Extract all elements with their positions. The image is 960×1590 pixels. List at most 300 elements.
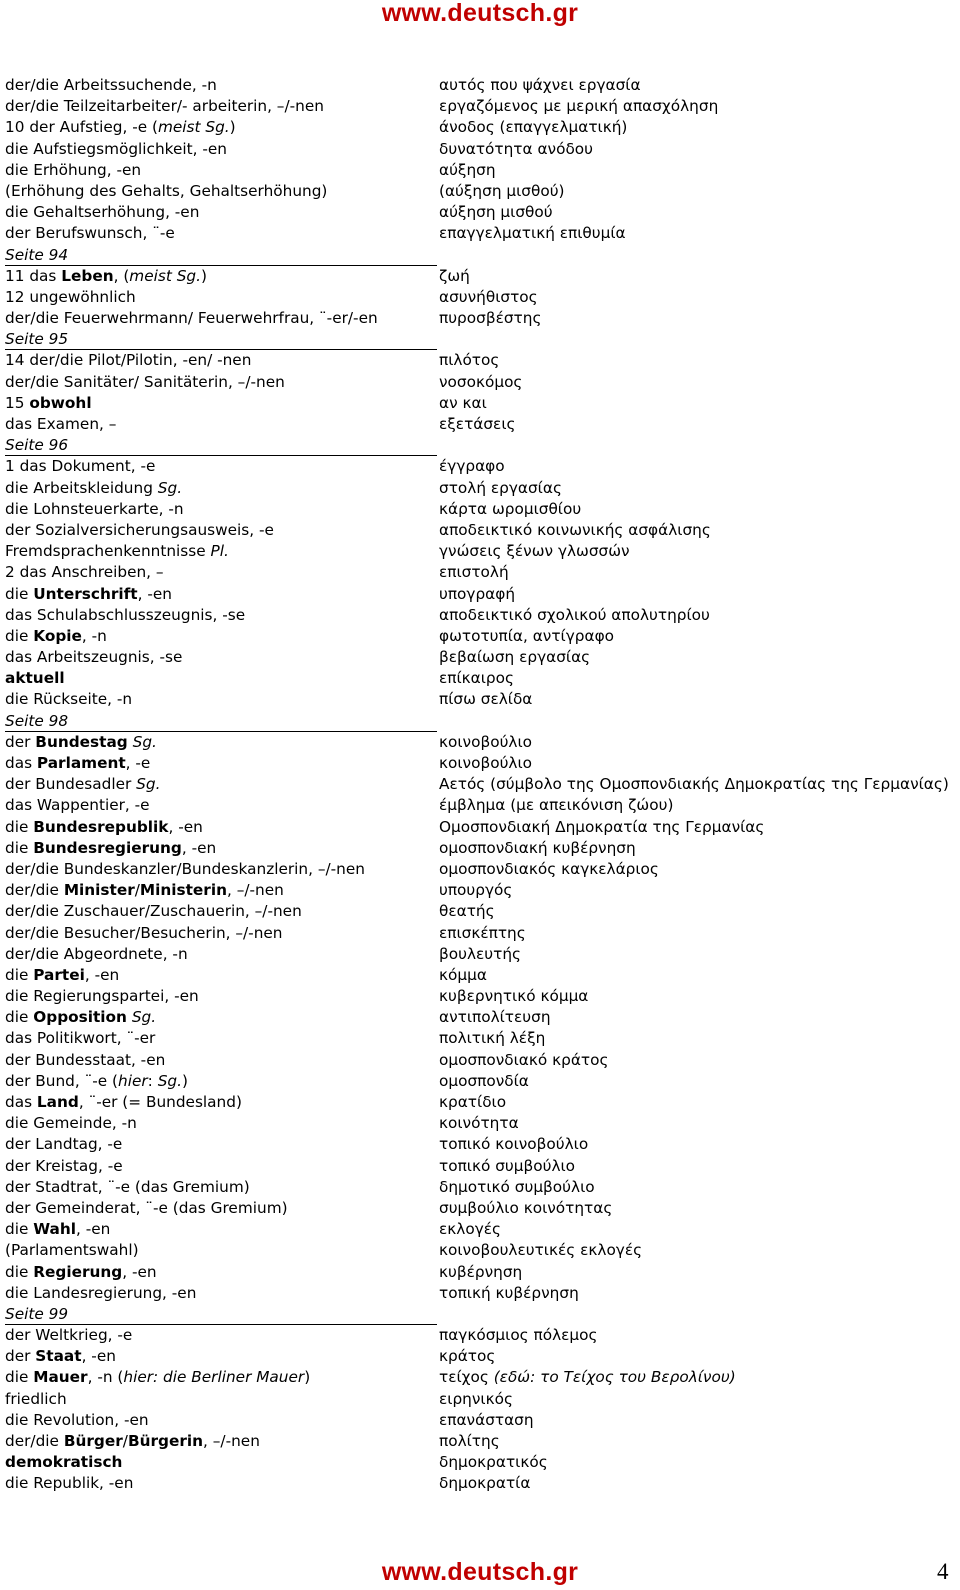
text-segment: die Republik, -en: [5, 1474, 134, 1493]
vocab-row: [5, 117, 955, 138]
vocab-row: [5, 1283, 955, 1304]
greek-translation: [439, 1156, 575, 1177]
vocab-row: [5, 139, 955, 160]
german-term: [5, 1134, 122, 1155]
vocab-row: [5, 626, 955, 647]
text-segment: τοπική κυβέρνηση: [439, 1283, 579, 1302]
text-segment: 11 das: [5, 266, 62, 285]
text-segment: (Erhöhung des Gehalts, Gehaltserhöhung): [5, 181, 328, 200]
german-term: [5, 965, 119, 986]
text-segment: Ομοσπονδιακή Δημοκρατία της Γερμανίας: [439, 817, 765, 836]
text-segment: das: [5, 1093, 37, 1111]
german-term: [5, 626, 107, 647]
text-segment: ομοσπονδιακή κυβέρνηση: [439, 838, 636, 857]
text-segment: υπογραφή: [439, 584, 516, 603]
german-term: [5, 923, 283, 944]
text-segment: , -en: [76, 1220, 111, 1239]
greek-translation: [439, 1389, 513, 1410]
section-heading: [5, 711, 68, 732]
greek-translation: [439, 795, 673, 816]
text-segment: Seite 94: [5, 245, 69, 264]
text-segment: der/die: [5, 1432, 64, 1450]
text-segment: ομοσπονδιακό κράτος: [439, 1050, 609, 1069]
greek-translation: [439, 1028, 545, 1049]
german-term: [5, 372, 285, 393]
text-segment: Sg.: [136, 775, 161, 794]
text-segment: die Lohnsteuerkarte, -n: [5, 499, 184, 518]
text-segment: κόμμα: [439, 965, 487, 984]
german-term: [5, 96, 324, 117]
text-segment: , –/-nen: [226, 881, 284, 900]
greek-translation: [439, 817, 764, 838]
text-segment: der Bund, ¨-e (: [5, 1071, 119, 1090]
greek-translation: [439, 117, 627, 138]
text-segment: der Berufswunsch, ¨-e: [5, 224, 175, 243]
greek-translation: [439, 75, 641, 96]
text-segment: φωτοτυπία, αντίγραφο: [439, 626, 615, 645]
vocab-row: [5, 1177, 955, 1198]
text-segment: εξετάσεις: [439, 415, 516, 433]
text-segment: δημοκρατία: [439, 1474, 531, 1493]
section-heading: [5, 329, 68, 350]
greek-translation: [439, 372, 522, 393]
german-term: [5, 562, 164, 583]
text-segment: der Bundesstaat, -en: [5, 1050, 166, 1069]
greek-translation: [439, 520, 711, 541]
text-segment: die: [5, 1262, 34, 1281]
text-segment: die Gehaltserhöhung, -en: [5, 203, 200, 222]
german-term: [5, 1071, 188, 1092]
german-term: [5, 732, 157, 753]
greek-translation: [439, 859, 659, 880]
greek-translation: [439, 1452, 548, 1473]
text-segment: hier: die Berliner Mauer: [123, 1368, 305, 1387]
section-heading: [5, 1304, 68, 1325]
german-term: [5, 266, 207, 287]
vocab-row: [5, 181, 955, 202]
vocab-row: [5, 944, 955, 965]
greek-translation: [439, 923, 526, 944]
section-heading-row: [5, 245, 955, 266]
german-term: [5, 478, 182, 499]
text-segment: 12 ungewöhnlich: [5, 287, 136, 306]
text-segment: κοινοβούλιο: [439, 754, 533, 772]
greek-translation: [439, 1473, 530, 1494]
greek-translation: [439, 1325, 597, 1346]
text-segment: πίσω σελίδα: [439, 690, 533, 709]
text-segment: ειρηνικός: [439, 1389, 513, 1408]
greek-translation: [439, 986, 588, 1007]
text-segment: das Schulabschlusszeugnis, -se: [5, 605, 246, 624]
text-segment: Leben: [61, 266, 114, 285]
text-segment: Sg.: [132, 732, 157, 751]
german-term: [5, 1431, 260, 1452]
text-segment: 14 der/die Pilot/Pilotin, -en/ -nen: [5, 351, 252, 370]
text-segment: δημοκρατικός: [439, 1453, 548, 1472]
footer-site-link[interactable]: www.deutsch.gr: [381, 1558, 579, 1586]
german-term: [5, 1262, 157, 1283]
text-segment: ): [182, 1071, 188, 1090]
text-segment: Bundestag: [35, 732, 128, 751]
german-term: [5, 1198, 288, 1219]
german-term: [5, 117, 236, 138]
text-segment: der Landtag, -e: [5, 1135, 123, 1154]
text-segment: der Weltkrieg, -e: [5, 1326, 133, 1345]
vocabulary-list: [5, 75, 955, 1495]
text-segment: meist Sg.: [129, 266, 201, 285]
greek-translation: [439, 266, 470, 287]
text-segment: der/die Teilzeitarbeiter/- arbeiterin, –/-nen: [5, 97, 324, 116]
section-heading-row: [5, 711, 955, 732]
text-segment: Pl.: [210, 542, 229, 561]
vocab-row: [5, 1431, 955, 1452]
text-segment: άνοδος (επαγγελματική): [439, 118, 628, 137]
text-segment: der/die Bundeskanzler/Bundeskanzlerin, –/-nen: [5, 859, 365, 878]
text-segment: στολή εργασίας: [439, 478, 562, 497]
text-segment: demokratisch: [5, 1453, 123, 1472]
text-segment: das Arbeitszeugnis, -se: [5, 648, 183, 667]
vocab-row: [5, 414, 955, 435]
vocab-row: [5, 795, 955, 816]
vocab-row: [5, 96, 955, 117]
text-segment: das Wappentier, -e: [5, 796, 150, 815]
vocab-row: [5, 1071, 955, 1092]
greek-translation: [439, 1050, 608, 1071]
german-term: [5, 986, 199, 1007]
text-segment: der: [5, 732, 36, 751]
text-segment: γνώσεις ξένων γλωσσών: [439, 542, 630, 561]
greek-translation: [439, 965, 487, 986]
text-segment: Parlament: [36, 754, 126, 772]
text-segment: έμβλημα (με απεικόνιση ζώου): [439, 796, 674, 815]
greek-translation: [439, 308, 541, 329]
greek-translation: [439, 478, 562, 499]
greek-translation: [439, 626, 614, 647]
greek-translation: [439, 181, 565, 202]
greek-translation: [439, 753, 532, 774]
german-term: [5, 287, 136, 308]
text-segment: εργαζόμενος με μερική απασχόληση: [439, 97, 719, 116]
german-term: [5, 139, 227, 160]
german-term: [5, 308, 378, 329]
text-segment: der/die Besucher/Besucherin, –/-nen: [5, 923, 283, 942]
greek-translation: [439, 202, 553, 223]
german-term: [5, 414, 116, 435]
greek-translation: [439, 1240, 642, 1261]
greek-translation: [439, 393, 487, 414]
text-segment: δημοτικό συμβούλιο: [439, 1177, 595, 1196]
text-segment: die: [5, 838, 34, 857]
german-term: [5, 1028, 155, 1049]
text-segment: πολίτης: [439, 1432, 500, 1450]
section-heading-row: [5, 1304, 955, 1325]
greek-translation: [439, 774, 949, 795]
greek-translation: [439, 414, 515, 435]
vocab-row: [5, 393, 955, 414]
text-segment: αν και: [439, 393, 487, 412]
vocab-row: [5, 859, 955, 880]
greek-translation: [439, 880, 512, 901]
text-segment: πολιτική λέξη: [439, 1029, 546, 1048]
text-segment: die: [5, 965, 34, 984]
german-term: [5, 753, 150, 774]
german-term: [5, 1240, 139, 1261]
greek-translation: [439, 1071, 529, 1092]
german-term: [5, 456, 155, 477]
text-segment: αποδεικτικό κοινωνικής ασφάλισης: [439, 520, 711, 539]
text-segment: Sg.: [157, 1071, 182, 1090]
text-segment: , -en: [181, 838, 217, 857]
german-term: [5, 647, 182, 668]
text-segment: αύξηση μισθού: [439, 203, 553, 222]
text-segment: Seite 95: [5, 330, 69, 349]
text-segment: , -en: [122, 1262, 157, 1281]
text-segment: 1 das Dokument, -e: [5, 457, 156, 476]
text-segment: κρατίδιο: [439, 1093, 507, 1111]
text-segment: die: [5, 1220, 34, 1239]
greek-translation: [439, 689, 532, 710]
text-segment: 15: [5, 393, 30, 412]
german-term: [5, 75, 217, 96]
text-segment: κράτος: [439, 1347, 496, 1366]
text-segment: Bürger: [63, 1432, 123, 1450]
vocab-row: [5, 1473, 955, 1494]
vocab-row: [5, 372, 955, 393]
vocab-row: [5, 1325, 955, 1346]
vocab-row: [5, 689, 955, 710]
text-segment: , -n: [81, 626, 107, 645]
text-segment: Αετός (σύμβολο της Ομοσπονδιακής Δημοκρατίας της Γερμανίας): [439, 775, 949, 794]
text-segment: έγγραφο: [439, 457, 505, 476]
text-segment: Land: [36, 1093, 79, 1111]
german-term: [5, 520, 274, 541]
german-term: [5, 181, 327, 202]
german-term: [5, 901, 302, 922]
german-term: [5, 393, 92, 414]
german-term: [5, 202, 199, 223]
vocab-row: [5, 838, 955, 859]
greek-translation: [439, 1092, 506, 1113]
text-segment: 10 der Aufstieg, -e (: [5, 118, 158, 137]
vocab-row: [5, 986, 955, 1007]
vocab-row: [5, 880, 955, 901]
vocab-row: [5, 584, 955, 605]
german-term: [5, 223, 175, 244]
german-term: [5, 795, 150, 816]
text-segment: Staat: [35, 1347, 82, 1366]
text-segment: Sg.: [131, 1008, 157, 1027]
german-term: [5, 160, 141, 181]
vocab-row: [5, 1113, 955, 1134]
german-term: [5, 774, 160, 795]
german-term: [5, 1473, 133, 1494]
vocab-row: [5, 478, 955, 499]
vocab-row: [5, 1389, 955, 1410]
greek-translation: [439, 541, 630, 562]
vocab-row: [5, 520, 955, 541]
text-segment: Fremdsprachenkenntnisse: [5, 542, 211, 561]
text-segment: κάρτα ωρομισθίου: [439, 499, 582, 518]
vocab-row: [5, 287, 955, 308]
text-segment: επιστολή: [439, 563, 509, 582]
greek-translation: [439, 1177, 595, 1198]
text-segment: αύξηση: [439, 160, 496, 179]
vocab-row: [5, 668, 955, 689]
text-segment: ): [304, 1368, 311, 1387]
german-term: [5, 1050, 165, 1071]
german-term: [5, 689, 132, 710]
text-segment: ): [229, 118, 236, 137]
text-segment: der Bundesadler: [5, 775, 137, 794]
text-segment: , -en: [137, 584, 172, 603]
greek-translation: [439, 1346, 495, 1367]
vocab-row: [5, 774, 955, 795]
german-term: [5, 605, 245, 626]
german-term: [5, 1283, 196, 1304]
text-segment: νοσοκόμος: [439, 372, 523, 391]
text-segment: επαγγελματική επιθυμία: [439, 224, 626, 243]
german-term: [5, 499, 184, 520]
german-term: [5, 880, 284, 901]
text-segment: αυτός που ψάχνει εργασία: [439, 76, 641, 94]
text-segment: der/die: [5, 881, 64, 900]
vocab-row: [5, 1346, 955, 1367]
text-segment: der Stadtrat, ¨-e (das Gremium): [5, 1177, 250, 1196]
german-term: [5, 859, 365, 880]
text-segment: der/die Feuerwehrmann/ Feuerwehrfrau, ¨-er/-en: [5, 309, 378, 328]
text-segment: Bundesrepublik: [33, 817, 169, 836]
german-term: [5, 1452, 122, 1473]
text-segment: der Sozialversicherungsausweis, -e: [5, 520, 274, 539]
text-segment: das Politikwort, ¨-er: [5, 1029, 156, 1048]
vocab-row: [5, 1092, 955, 1113]
text-segment: 2 das Anschreiben, –: [5, 563, 164, 582]
text-segment: (αύξηση μισθού): [439, 181, 565, 200]
text-segment: Bundesregierung: [33, 838, 182, 857]
greek-translation: [439, 1198, 612, 1219]
greek-translation: [439, 1431, 500, 1452]
vocab-row: [5, 1198, 955, 1219]
text-segment: Seite 96: [5, 436, 69, 455]
text-segment: , -en: [81, 1347, 116, 1366]
vocab-row: [5, 1007, 955, 1028]
text-segment: das Examen, –: [5, 415, 117, 433]
german-term: [5, 1007, 156, 1028]
text-segment: Unterschrift: [33, 584, 138, 603]
text-segment: der/die Arbeitssuchende, -n: [5, 76, 217, 94]
vocab-row: [5, 456, 955, 477]
vocab-row: [5, 1240, 955, 1261]
greek-translation: [439, 1262, 522, 1283]
text-segment: der Gemeinderat, ¨-e (das Gremium): [5, 1198, 288, 1217]
vocab-row: [5, 1050, 955, 1071]
text-segment: κοινοβουλευτικές εκλογές: [439, 1241, 643, 1260]
text-segment: αποδεικτικό σχολικού απολυτηρίου: [439, 605, 710, 624]
text-segment: θεατής: [439, 902, 495, 921]
text-segment: κοινότητα: [439, 1114, 519, 1133]
greek-translation: [439, 1410, 534, 1431]
greek-translation: [439, 584, 515, 605]
vocab-row: [5, 499, 955, 520]
text-segment: Ministerin: [139, 881, 227, 900]
text-segment: Mauer: [33, 1368, 88, 1387]
text-segment: der/die Zuschauer/Zuschauerin, –/-nen: [5, 902, 302, 921]
german-term: [5, 1346, 116, 1367]
vocab-row: [5, 562, 955, 583]
greek-translation: [439, 838, 636, 859]
text-segment: κοινοβούλιο: [439, 732, 533, 751]
text-segment: αντιπολίτευση: [439, 1008, 551, 1027]
text-segment: die: [5, 817, 34, 836]
text-segment: υπουργός: [439, 881, 513, 900]
german-term: [5, 1410, 149, 1431]
text-segment: die Landesregierung, -en: [5, 1283, 197, 1302]
text-segment: friedlich: [5, 1389, 67, 1408]
vocab-row: [5, 75, 955, 96]
greek-translation: [439, 944, 521, 965]
text-segment: ομοσπονδία: [439, 1071, 529, 1090]
text-segment: ζωή: [439, 266, 470, 285]
vocab-row: [5, 1452, 955, 1473]
greek-translation: [439, 1219, 501, 1240]
text-segment: Seite 99: [5, 1304, 69, 1323]
greek-translation: [439, 668, 514, 689]
text-segment: τοπικό συμβούλιο: [439, 1156, 576, 1175]
german-term: [5, 1389, 67, 1410]
text-segment: , -e: [125, 754, 151, 772]
greek-translation: [439, 499, 581, 520]
german-term: [5, 541, 229, 562]
text-segment: Minister: [63, 881, 135, 900]
greek-translation: [439, 1007, 551, 1028]
greek-translation: [439, 96, 718, 117]
greek-translation: [439, 139, 593, 160]
text-segment: , -n (: [87, 1368, 124, 1387]
vocab-row: [5, 202, 955, 223]
text-segment: πυροσβέστης: [439, 309, 542, 328]
text-segment: /: [122, 1432, 128, 1450]
text-segment: ασυνήθιστος: [439, 287, 538, 306]
text-segment: εκλογές: [439, 1220, 501, 1239]
text-segment: Bürgerin: [127, 1432, 204, 1450]
text-segment: Wahl: [33, 1220, 77, 1239]
greek-translation: [439, 223, 626, 244]
vocab-row: [5, 1028, 955, 1049]
text-segment: das: [5, 754, 37, 772]
text-segment: der/die Sanitäter/ Sanitäterin, –/-nen: [5, 372, 285, 391]
vocab-row: [5, 1262, 955, 1283]
text-segment: επισκέπτης: [439, 923, 526, 942]
text-segment: Seite 98: [5, 711, 69, 730]
header-site-link[interactable]: www.deutsch.gr: [381, 0, 579, 27]
greek-translation: [439, 901, 495, 922]
vocab-row: [5, 308, 955, 329]
text-segment: βεβαίωση εργασίας: [439, 648, 591, 667]
greek-translation: [439, 287, 538, 308]
text-segment: (εδώ: το Τείχος του Βερολίνου): [493, 1368, 736, 1387]
text-segment: die Erhöhung, -en: [5, 160, 142, 179]
vocab-row: [5, 1367, 955, 1388]
greek-translation: [439, 350, 499, 371]
german-term: [5, 944, 188, 965]
text-segment: die: [5, 1008, 34, 1027]
vocab-row: [5, 160, 955, 181]
german-term: [5, 1113, 137, 1134]
german-term: [5, 817, 203, 838]
text-segment: die: [5, 584, 34, 603]
text-segment: obwohl: [29, 393, 92, 412]
text-segment: δυνατότητα ανόδου: [439, 139, 594, 158]
